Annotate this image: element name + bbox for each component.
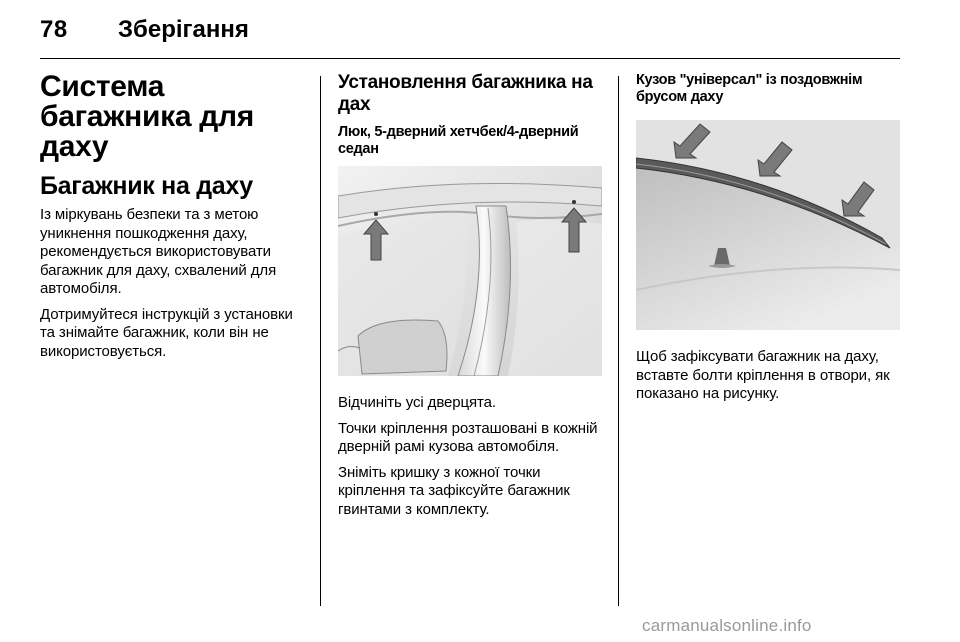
section-title: Зберігання bbox=[118, 16, 249, 43]
paragraph: Точки кріплення розташовані в кожній дверній рамі кузова автомобіля. bbox=[338, 419, 598, 455]
section-heading: Установлення багажника на дах bbox=[338, 72, 593, 115]
column-divider bbox=[618, 76, 619, 606]
door-frame-illustration bbox=[338, 166, 602, 376]
watermark: carmanualsonline.info bbox=[642, 616, 812, 635]
section-heading: Багажник на даху bbox=[40, 172, 253, 200]
column-2 bbox=[338, 72, 606, 526]
header-rule bbox=[40, 58, 900, 59]
page-number: 78 bbox=[40, 16, 68, 43]
column-1 bbox=[40, 72, 310, 368]
subsection-heading: Кузов "універсал" із поздовжнім брусом даху bbox=[636, 72, 863, 105]
roof-rail-illustration bbox=[636, 120, 900, 330]
column-3 bbox=[636, 72, 904, 411]
column-divider bbox=[320, 76, 321, 606]
chapter-heading: Система багажника для даху bbox=[40, 70, 254, 163]
paragraph: Із міркувань безпеки та з метою уникнення пошкодження даху, рекомендується використовувати багажник для даху, схвалений для автомобіля. bbox=[40, 206, 277, 297]
paragraph: Щоб зафіксувати багажник на даху, вставте болти кріплення в отвори, як показано на рисунку. bbox=[636, 348, 890, 402]
paragraph: Зніміть кришку з кожної точки кріплення та зафіксуйте багажник гвинтами з комплекту. bbox=[338, 463, 570, 518]
paragraph: Відчиніть усі дверцята. bbox=[338, 394, 496, 411]
subsection-heading: Люк, 5-дверний хетчбек/4-дверний седан bbox=[338, 124, 579, 157]
paragraph: Дотримуйтеся інструкцій з установки та знімайте багажник, коли він не використовується. bbox=[40, 305, 293, 360]
